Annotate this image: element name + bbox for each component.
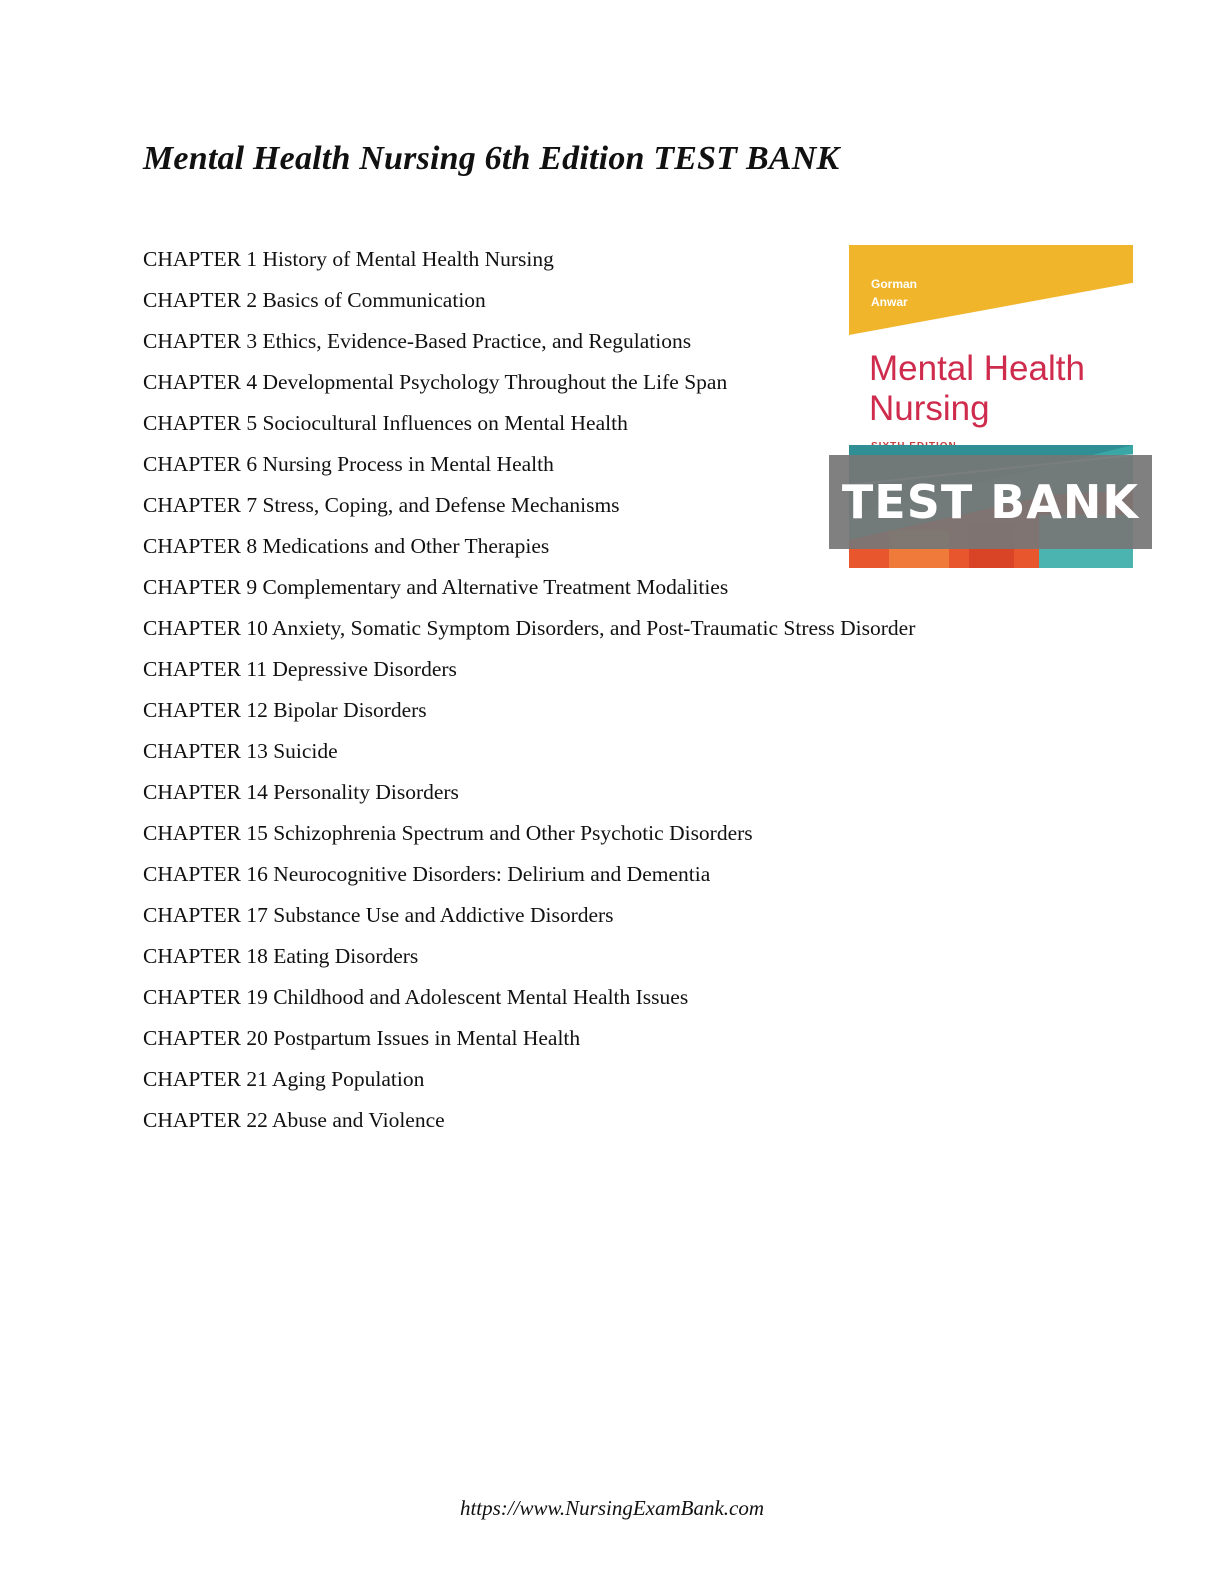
chapter-item: CHAPTER 19 Childhood and Adolescent Mental Health Issues: [143, 985, 689, 1009]
chapter-item: CHAPTER 18 Eating Disorders: [143, 944, 419, 968]
chapter-item: CHAPTER 9 Complementary and Alternative Treatment Modalities: [143, 575, 729, 599]
chapter-item: CHAPTER 12 Bipolar Disorders: [143, 698, 427, 722]
chapter-item: CHAPTER 8 Medications and Other Therapies: [143, 534, 550, 558]
chapter-item: CHAPTER 3 Ethics, Evidence-Based Practice, and Regulations: [143, 329, 692, 353]
chapter-item: CHAPTER 1 History of Mental Health Nursing: [143, 247, 554, 271]
chapter-item: CHAPTER 20 Postpartum Issues in Mental Health: [143, 1026, 581, 1050]
cover-author: Anwar: [871, 295, 908, 309]
chapter-item: CHAPTER 13 Suicide: [143, 739, 338, 763]
chapter-item: CHAPTER 16 Neurocognitive Disorders: Delirium and Dementia: [143, 862, 711, 886]
chapter-item: CHAPTER 6 Nursing Process in Mental Health: [143, 452, 554, 476]
chapter-item: CHAPTER 2 Basics of Communication: [143, 288, 486, 312]
test-bank-stamp: TEST BANK: [829, 455, 1152, 549]
chapter-item: CHAPTER 15 Schizophrenia Spectrum and Other Psychotic Disorders: [143, 821, 753, 845]
cover-title-line: Nursing: [869, 389, 990, 428]
chapter-item: CHAPTER 22 Abuse and Violence: [143, 1108, 445, 1132]
chapter-item: CHAPTER 10 Anxiety, Somatic Symptom Disorders, and Post-Traumatic Stress Disorder: [143, 616, 916, 640]
chapter-list: [143, 242, 918, 1144]
footer-url[interactable]: https://www.NursingExamBank.com: [459, 1496, 765, 1520]
chapter-item: CHAPTER 4 Developmental Psychology Throughout the Life Span: [143, 370, 728, 394]
chapter-item: CHAPTER 14 Personality Disorders: [143, 780, 459, 804]
cover-title: [869, 349, 1085, 429]
chapter-item: CHAPTER 7 Stress, Coping, and Defense Mechanisms: [143, 493, 620, 517]
chapter-item: CHAPTER 11 Depressive Disorders: [143, 657, 457, 681]
chapter-item: CHAPTER 21 Aging Population: [143, 1067, 425, 1091]
document-title: Mental Health Nursing 6th Edition TEST BANK: [143, 140, 840, 177]
cover-authors: [871, 275, 917, 311]
chapter-item: CHAPTER 5 Sociocultural Influences on Mental Health: [143, 411, 628, 435]
cover-author: Gorman: [871, 277, 918, 291]
chapter-item: CHAPTER 17 Substance Use and Addictive Disorders: [143, 903, 614, 927]
cover-title-line: Mental Health: [869, 349, 1085, 388]
